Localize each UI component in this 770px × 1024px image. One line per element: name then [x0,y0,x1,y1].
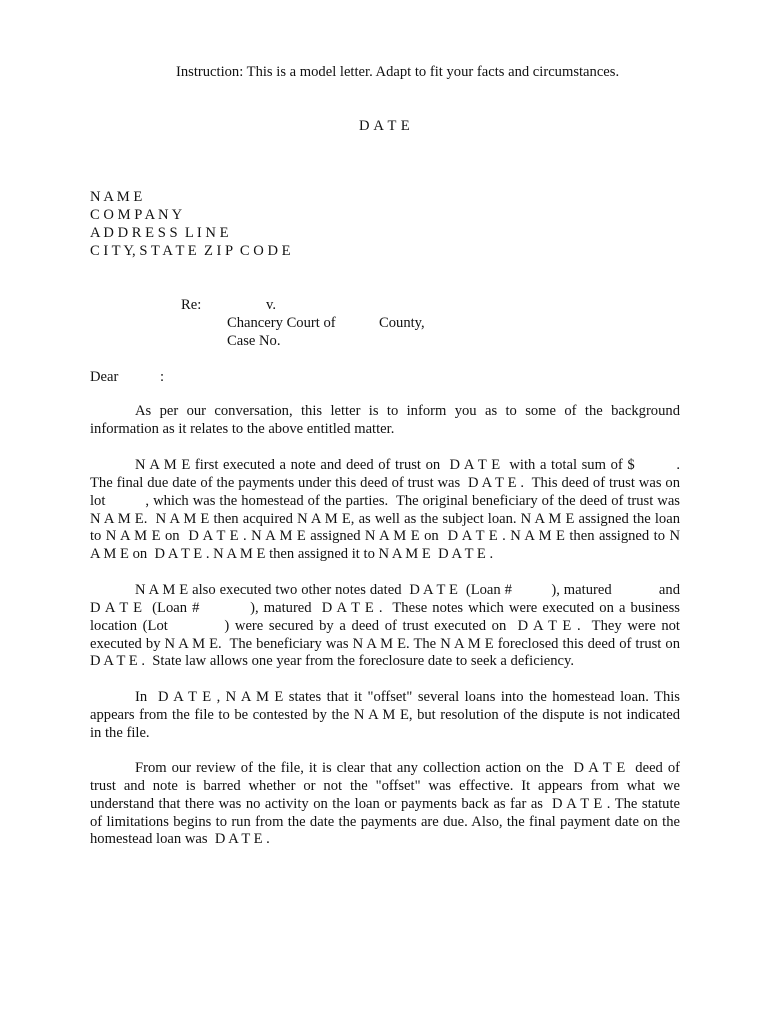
paragraph-2 [90,457,680,564]
address-company: C O M P A N Y [90,207,183,223]
paragraph-1 [90,403,680,439]
paragraph-line: understand that there was no activity on the loan or payments back as far as D A T E . The statute [90,795,680,812]
paragraph-line: information as it relates to the above entitled matter. [90,420,395,437]
paragraph-line: in the file. [90,724,150,741]
paragraph-line: location (Lot ) were secured by a deed of trust executed on D A T E . They were not [90,617,680,634]
address-line: A D D R E S S L I N E [90,225,229,241]
paragraph-line: of limitations begins to run from the date the payments are due. Also, the final payment date on the [90,813,680,830]
paragraph-line: to N A M E on D A T E . N A M E assigned N A M E on D A T E . N A M E then assigned to N [90,528,680,545]
paragraph-line: D A T E (Loan # ), matured D A T E . These notes which were executed on a business [90,599,680,616]
salutation-dear: Dear [90,369,119,385]
paragraph-line: The final due date of the payments under this deed of trust was D A T E . This deed of trust was on [90,474,680,491]
instruction-note: Instruction: This is a model letter. Adapt to fit your facts and circumstances. [176,64,620,80]
paragraph-line: N A M E first executed a note and deed of trust on D A T E with a total sum of $ . [135,457,680,473]
paragraph-4 [90,689,680,743]
salutation-colon: : [160,369,165,385]
re-case-number: Case No. [227,333,281,349]
paragraph-line: N A M E. N A M E then acquired N A M E, as well as the subject loan. N A M E assigned the loan [90,510,680,527]
paragraph-line: executed by N A M E. The beneficiary was N A M E. The N A M E foreclosed this deed of trust on [90,635,680,652]
paragraph-line: homestead loan was D A T E . [90,831,270,848]
paragraph-line: trust and note is barred whether or not the "offset" was effective. It appears from what we [90,777,680,794]
paragraph-5 [90,760,680,849]
paragraph-line: N A M E also executed two other notes dated D A T E (Loan # ), matured and [135,582,680,598]
date-line: D A T E [359,118,411,134]
paragraph-line: As per our conversation, this letter is to inform you as to some of the background [135,403,680,419]
address-name: N A M E [90,189,143,205]
re-county: County, [379,315,425,331]
paragraph-line: A M E on D A T E . N A M E then assigned it to N A M E D A T E . [90,546,494,563]
re-label: Re: [181,297,202,313]
paragraph-line: appears from the file to be contested by the N A M E, but resolution of the dispute is not indicated [90,706,680,723]
address-city-state-zip: C I T Y, S T A T E Z I P C O D E [90,243,291,259]
paragraph-line: lot , which was the homestead of the parties. The original beneficiary of the deed of trust was [90,492,680,509]
paragraph-line: In D A T E , N A M E states that it "offset" several loans into the homestead loan. This [135,689,680,705]
re-versus: v. [266,297,276,313]
paragraph-line: D A T E . State law allows one year from the foreclosure date to seek a deficiency. [90,653,574,670]
re-court: Chancery Court of [227,315,336,331]
paragraph-line: From our review of the file, it is clear that any collection action on the D A T E deed of [135,760,680,776]
paragraph-3 [90,582,680,671]
